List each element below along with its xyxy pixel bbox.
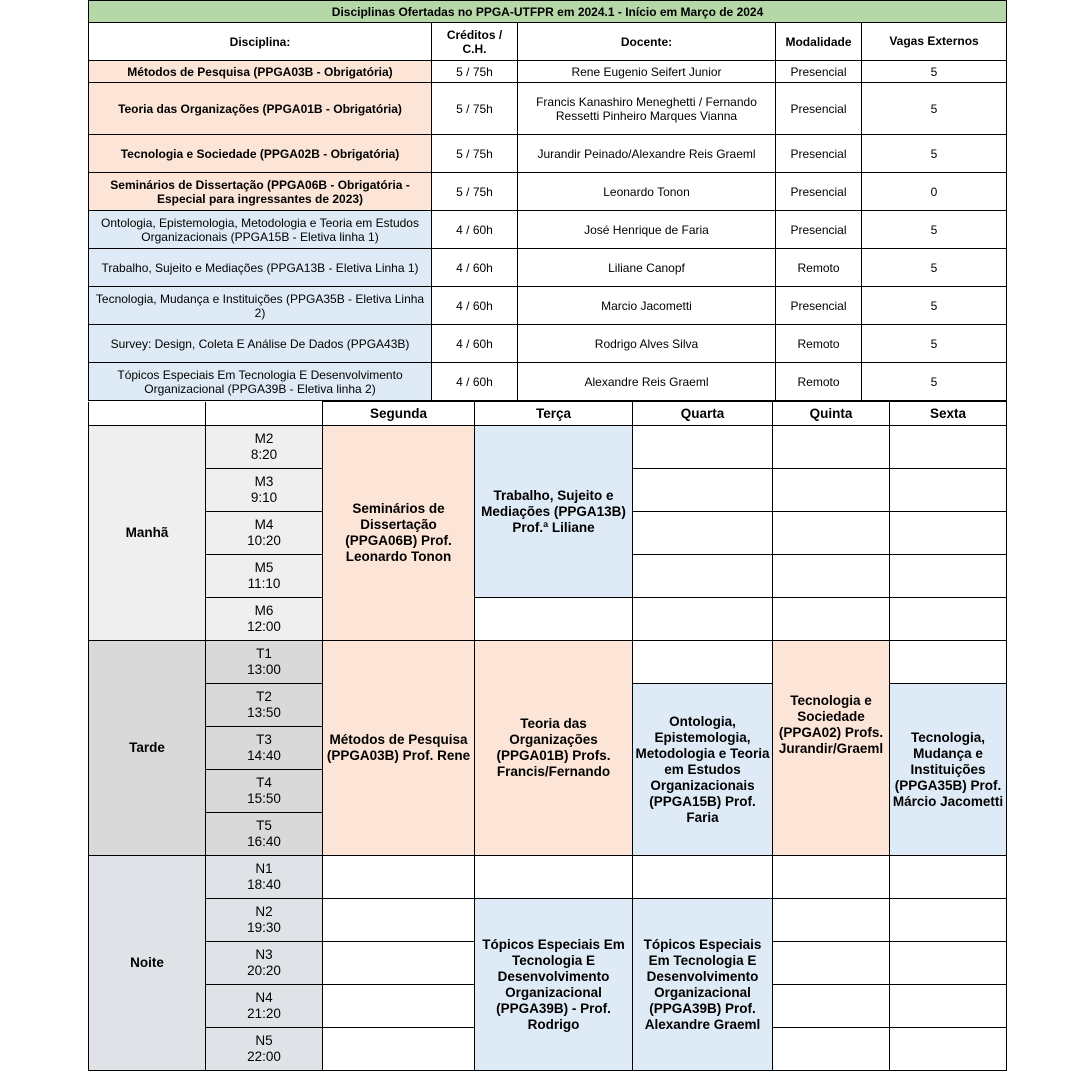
empty-cell (890, 555, 1007, 598)
slot-cell (206, 856, 323, 899)
empty-cell (773, 856, 890, 899)
docente-cell: José Henrique de Faria (518, 211, 776, 249)
table-row (89, 61, 1007, 83)
period-label: Tarde (89, 641, 206, 856)
empty-cell (323, 856, 475, 899)
disciplina-cell: Métodos de Pesquisa (PPGA03B - Obrigatória) (89, 61, 432, 83)
slot-cell (206, 942, 323, 985)
offerings-table (88, 0, 1007, 401)
empty-cell (323, 985, 475, 1028)
slot-code: T2 (256, 689, 272, 704)
docente-cell: Leonardo Tonon (518, 173, 776, 211)
class-block-seminarios: Seminários de Dissertação (PPGA06B) Prof. Leonardo Tonon (323, 426, 475, 641)
slot-code: N3 (255, 947, 273, 962)
period-label: Noite (89, 856, 206, 1071)
empty-cell (773, 598, 890, 641)
creditos-cell: 4 / 60h (432, 287, 518, 325)
slot-code: T5 (256, 818, 272, 833)
creditos-cell: 5 / 75h (432, 135, 518, 173)
class-block-ontologia: Ontologia, Epistemologia, Metodologia e Teoria em Estudos Organizacionais (PPGA15B) Prof. Faria (633, 684, 773, 856)
day-header: Quinta (773, 402, 890, 426)
corner-cell (206, 402, 323, 426)
empty-cell (890, 426, 1007, 469)
slot-cell (206, 727, 323, 770)
docente-cell: Jurandir Peinado/Alexandre Reis Graeml (518, 135, 776, 173)
disciplina-cell: Ontologia, Epistemologia, Metodologia e Teoria em Estudos Organizacionais (PPGA15B - Eletiva linha 1) (89, 211, 432, 249)
slot-cell (206, 1028, 323, 1071)
slot-cell (206, 899, 323, 942)
slot-time: 18:40 (247, 877, 281, 892)
slot-time: 16:40 (247, 834, 281, 849)
class-block-metodos: Métodos de Pesquisa (PPGA03B) Prof. Rene (323, 641, 475, 856)
empty-cell (890, 469, 1007, 512)
slot-cell (206, 469, 323, 512)
vagas-cell: 0 (862, 173, 1007, 211)
slot-code: N5 (255, 1033, 273, 1048)
empty-cell (890, 598, 1007, 641)
vagas-cell: 5 (862, 135, 1007, 173)
empty-cell (633, 469, 773, 512)
slot-cell (206, 985, 323, 1028)
table-row (89, 325, 1007, 363)
creditos-cell: 5 / 75h (432, 61, 518, 83)
slot-cell (206, 426, 323, 469)
creditos-cell: 4 / 60h (432, 249, 518, 287)
creditos-cell: 5 / 75h (432, 173, 518, 211)
modalidade-cell: Presencial (776, 61, 862, 83)
corner-cell (89, 402, 206, 426)
docente-cell: Rodrigo Alves Silva (518, 325, 776, 363)
docente-cell: Marcio Jacometti (518, 287, 776, 325)
slot-code: N4 (255, 990, 273, 1005)
slot-code: N2 (255, 904, 273, 919)
empty-cell (475, 856, 633, 899)
period-label: Manhã (89, 426, 206, 641)
disciplina-cell: Tecnologia, Mudança e Instituições (PPGA35B - Eletiva Linha 2) (89, 287, 432, 325)
vagas-cell: 5 (862, 83, 1007, 135)
docente-cell: Francis Kanashiro Meneghetti / Fernando Ressetti Pinheiro Marques Vianna (518, 83, 776, 135)
empty-cell (890, 1028, 1007, 1071)
modalidade-cell: Remoto (776, 325, 862, 363)
slot-cell (206, 512, 323, 555)
header-modalidade: Modalidade (776, 23, 862, 61)
slot-code: M4 (254, 517, 274, 532)
class-block-topicos-rodrigo: Tópicos Especiais Em Tecnologia E Desenvolvimento Organizacional (PPGA39B) - Prof. Rodrigo (475, 899, 633, 1071)
day-header: Segunda (323, 402, 475, 426)
day-header: Terça (475, 402, 633, 426)
docente-cell: Rene Eugenio Seifert Junior (518, 61, 776, 83)
vagas-cell: 5 (862, 61, 1007, 83)
class-block-teoria: Teoria das Organizações (PPGA01B) Profs. Francis/Fernando (475, 641, 633, 856)
docente-cell: Liliane Canopf (518, 249, 776, 287)
slot-code: M2 (254, 431, 274, 446)
slot-time: 20:20 (247, 963, 281, 978)
slot-time: 13:50 (247, 705, 281, 720)
vagas-cell: 5 (862, 325, 1007, 363)
slot-cell (206, 598, 323, 641)
class-block-tecnologia-mudanca: Tecnologia, Mudança e Instituições (PPGA35B) Prof. Márcio Jacometti (890, 684, 1007, 856)
empty-cell (773, 512, 890, 555)
empty-cell (633, 856, 773, 899)
empty-cell (323, 942, 475, 985)
empty-cell (773, 555, 890, 598)
slot-cell (206, 555, 323, 598)
slot-time: 21:20 (247, 1006, 281, 1021)
slot-time: 19:30 (247, 920, 281, 935)
header-vagas: Vagas Externos (862, 23, 1007, 61)
weekly-schedule-grid (88, 401, 1007, 1071)
slot-time: 8:20 (250, 447, 278, 462)
table-row (89, 83, 1007, 135)
slot-code: T1 (256, 646, 272, 661)
header-creditos: Créditos / C.H. (432, 23, 518, 61)
empty-cell (633, 426, 773, 469)
empty-cell (773, 899, 890, 942)
slot-cell (206, 770, 323, 813)
disciplina-cell: Survey: Design, Coleta E Análise De Dados (PPGA43B) (89, 325, 432, 363)
modalidade-cell: Presencial (776, 211, 862, 249)
empty-cell (773, 985, 890, 1028)
slot-time: 14:40 (247, 748, 281, 763)
schedule-sheet (88, 0, 1006, 1071)
slot-cell (206, 641, 323, 684)
creditos-cell: 4 / 60h (432, 363, 518, 401)
creditos-cell: 5 / 75h (432, 83, 518, 135)
disciplina-cell: Trabalho, Sujeito e Mediações (PPGA13B - Eletiva Linha 1) (89, 249, 432, 287)
slot-time: 22:00 (247, 1049, 281, 1064)
vagas-cell: 5 (862, 287, 1007, 325)
empty-cell (890, 641, 1007, 684)
docente-cell: Alexandre Reis Graeml (518, 363, 776, 401)
table-row (89, 135, 1007, 173)
disciplina-cell: Tecnologia e Sociedade (PPGA02B - Obrigatória) (89, 135, 432, 173)
slot-code: M5 (254, 560, 274, 575)
empty-cell (633, 598, 773, 641)
class-block-topicos-alexandre: Tópicos Especiais Em Tecnologia E Desenvolvimento Organizacional (PPGA39B) Prof. Alexandre Graeml (633, 899, 773, 1071)
creditos-cell: 4 / 60h (432, 325, 518, 363)
class-block-trabalho: Trabalho, Sujeito e Mediações (PPGA13B) Prof.ª Liliane (475, 426, 633, 598)
disciplina-cell: Seminários de Dissertação (PPGA06B - Obrigatória - Especial para ingressantes de 2023) (89, 173, 432, 211)
disciplina-cell: Teoria das Organizações (PPGA01B - Obrigatória) (89, 83, 432, 135)
slot-time: 12:00 (247, 619, 281, 634)
empty-cell (890, 985, 1007, 1028)
empty-cell (633, 641, 773, 684)
empty-cell (890, 942, 1007, 985)
slot-time: 11:10 (247, 576, 281, 591)
table-row (89, 287, 1007, 325)
class-block-tecnologia-sociedade: Tecnologia e Sociedade (PPGA02) Profs. Jurandir/Graeml (773, 641, 890, 856)
slot-cell (206, 813, 323, 856)
slot-time: 9:10 (250, 490, 278, 505)
modalidade-cell: Presencial (776, 83, 862, 135)
slot-code: M6 (254, 603, 274, 618)
empty-cell (633, 555, 773, 598)
empty-cell (773, 469, 890, 512)
empty-cell (475, 598, 633, 641)
page-title: Disciplinas Ofertadas no PPGA-UTFPR em 2024.1 - Início em Março de 2024 (89, 1, 1007, 23)
slot-code: T4 (256, 775, 272, 790)
disciplina-cell: Tópicos Especiais Em Tecnologia E Desenvolvimento Organizacional (PPGA39B - Eletiva linha 2) (89, 363, 432, 401)
modalidade-cell: Remoto (776, 363, 862, 401)
modalidade-cell: Presencial (776, 287, 862, 325)
slot-code: N1 (255, 861, 273, 876)
day-header: Quarta (633, 402, 773, 426)
empty-cell (323, 1028, 475, 1071)
empty-cell (890, 856, 1007, 899)
empty-cell (773, 426, 890, 469)
table-row (89, 173, 1007, 211)
slot-code: M3 (254, 474, 274, 489)
slot-cell (206, 684, 323, 727)
vagas-cell: 5 (862, 211, 1007, 249)
empty-cell (890, 899, 1007, 942)
day-header: Sexta (890, 402, 1007, 426)
empty-cell (890, 512, 1007, 555)
header-disciplina: Disciplina: (89, 23, 432, 61)
vagas-cell: 5 (862, 249, 1007, 287)
slot-time: 10:20 (247, 533, 281, 548)
table-row (89, 249, 1007, 287)
vagas-cell: 5 (862, 363, 1007, 401)
creditos-cell: 4 / 60h (432, 211, 518, 249)
slot-code: T3 (256, 732, 272, 747)
empty-cell (773, 942, 890, 985)
empty-cell (633, 512, 773, 555)
modalidade-cell: Presencial (776, 135, 862, 173)
empty-cell (773, 1028, 890, 1071)
slot-time: 13:00 (247, 662, 281, 677)
modalidade-cell: Remoto (776, 249, 862, 287)
table-row (89, 211, 1007, 249)
modalidade-cell: Presencial (776, 173, 862, 211)
slot-time: 15:50 (247, 791, 281, 806)
empty-cell (323, 899, 475, 942)
header-docente: Docente: (518, 23, 776, 61)
table-row (89, 363, 1007, 401)
